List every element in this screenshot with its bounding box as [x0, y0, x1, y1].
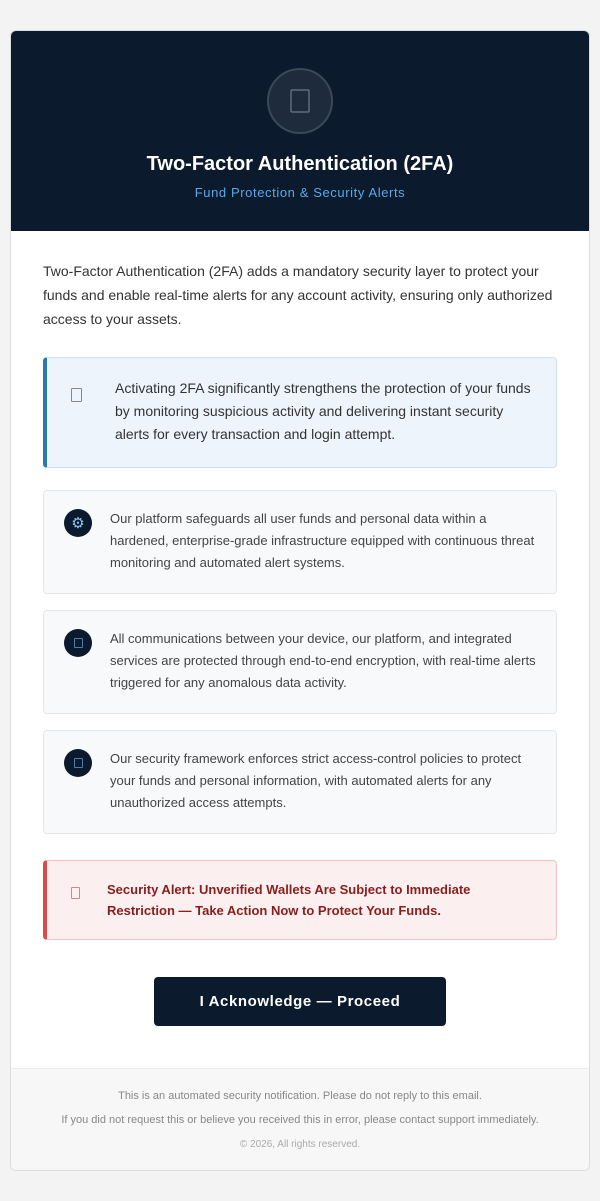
- footer-support-notice: If you did not request this or believe you received this in error, please contact support immediately.: [61, 1114, 539, 1126]
- access-control-icon: [64, 749, 92, 777]
- page-title: Two-Factor Authentication (2FA): [146, 153, 454, 175]
- shield-icon: [267, 68, 333, 134]
- security-alert-banner: [43, 860, 557, 940]
- header: [11, 31, 589, 231]
- encryption-icon: [64, 629, 92, 657]
- lock-icon: [71, 388, 82, 402]
- email-card: [10, 30, 590, 1171]
- info-callout-text: Activating 2FA significantly strengthens the protection of your funds by monitoring suspicious activity and delivering instant security alerts for every transaction and login attempt.: [115, 380, 531, 442]
- feature-card-encryption: [43, 610, 557, 714]
- footer: [11, 1068, 589, 1170]
- footer-copyright: © 2026, All rights reserved.: [239, 1139, 361, 1150]
- feature-text: Our security framework enforces strict access-control policies to protect your funds and personal information, with automated alerts for any unauthorized access attempts.: [110, 751, 522, 810]
- gear-icon: ⚙: [64, 509, 92, 537]
- feature-text: All communications between your device, our platform, and integrated services are protected through end-to-end encryption, with real-time alerts triggered for any anomalous data activity.: [110, 631, 536, 690]
- shield-glyph: [290, 89, 310, 113]
- security-alert-text: Security Alert: Unverified Wallets Are Subject to Immediate Restriction — Take Action Now to Protect Your Funds.: [107, 882, 471, 918]
- feature-card-infrastructure: [43, 490, 557, 594]
- warning-icon: [71, 887, 80, 899]
- footer-notice: This is an automated security notification. Please do not reply to this email.: [118, 1090, 482, 1102]
- feature-text: Our platform safeguards all user funds and personal data within a hardened, enterprise-grade infrastructure equipped with continuous threat monitoring and automated alert systems.: [110, 511, 535, 570]
- feature-card-access-control: [43, 730, 557, 834]
- page-subtitle: Fund Protection & Security Alerts: [194, 185, 406, 200]
- intro-paragraph: Two-Factor Authentication (2FA) adds a mandatory security layer to protect your funds and enable real-time alerts for any account activity, ensuring only authorized access to your assets.: [43, 263, 553, 327]
- acknowledge-proceed-button[interactable]: I Acknowledge — Proceed: [154, 977, 446, 1026]
- info-callout: [43, 357, 557, 468]
